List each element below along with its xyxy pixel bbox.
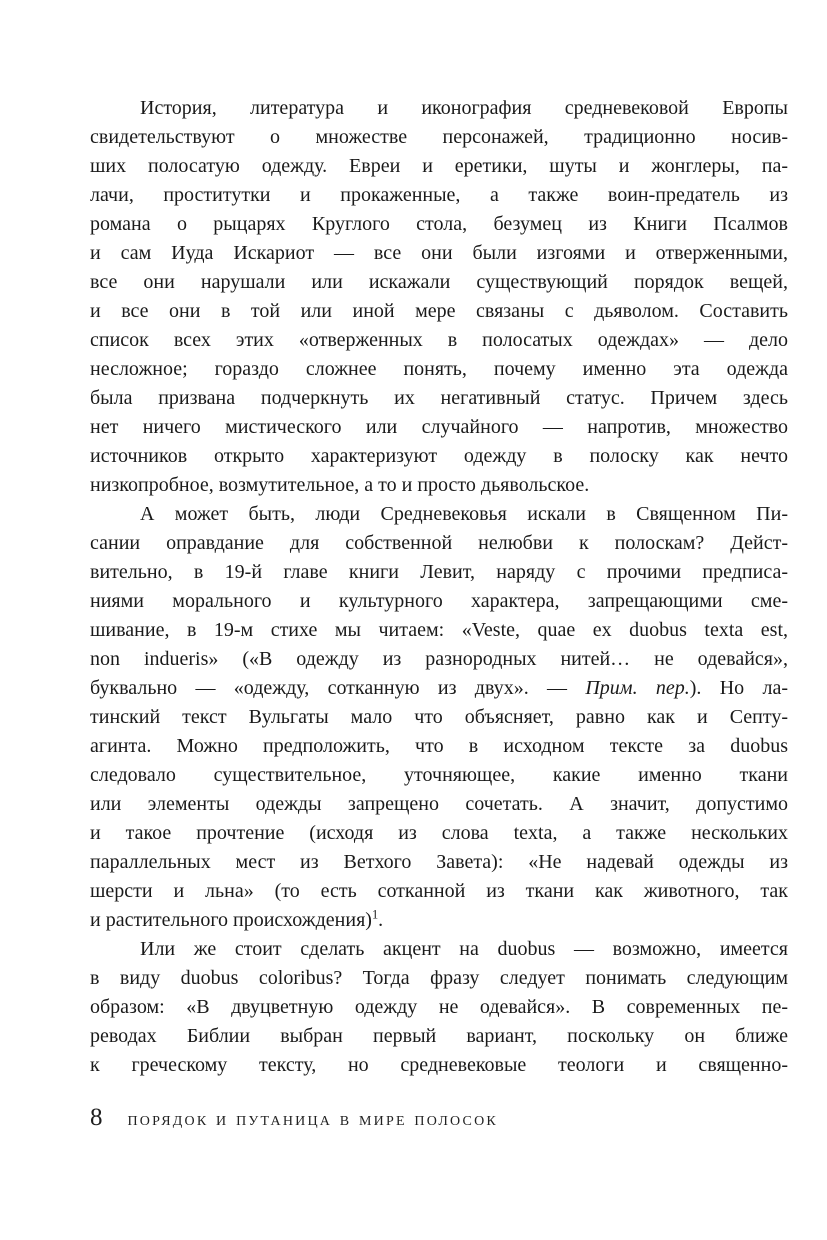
footnote-marker: 1 xyxy=(371,907,379,922)
text-line: все они нарушали или искажали существующий порядок вещей, xyxy=(90,271,788,293)
line-segment: ). Но ла- xyxy=(689,677,788,699)
text-line: А может быть, люди Средневековья искали в Священном Пи- xyxy=(140,503,788,525)
text-line: ших полосатую одежду. Евреи и еретики, шуты и жонглеры, па- xyxy=(90,155,788,177)
text-line: свидетельствуют о множестве персонажей, традиционно носив- xyxy=(90,126,788,148)
text-line: к греческому тексту, но средневековые теологи и священно- xyxy=(90,1054,788,1076)
text-line: в виду duobus coloribus? Тогда фразу следует понимать следующим xyxy=(90,967,788,989)
text-line xyxy=(90,906,788,935)
line-segment: и растительного происхождения) xyxy=(90,909,372,931)
text-line: шерсти и льна» (то есть сотканной из ткани как животного, так xyxy=(90,880,788,902)
text-line: и сам Иуда Искариот — все они были изгоями и отверженными, xyxy=(90,242,788,264)
running-title: ПОРЯДОК И ПУТАНИЦА В МИРЕ ПОЛОСОК xyxy=(127,1114,498,1129)
text-line: агинта. Можно предположить, что в исходном тексте за duobus xyxy=(90,735,788,757)
page-number: 8 xyxy=(90,1104,103,1131)
translator-note: Прим. пер. xyxy=(585,677,690,699)
text-line: была призвана подчеркнуть их негативный статус. Причем здесь xyxy=(90,387,788,409)
page-text xyxy=(90,94,788,1080)
text-line: сании оправдание для собственной нелюбви к полоскам? Дейст- xyxy=(90,532,788,554)
text-line: вительно, в 19-й главе книги Левит, наряду с прочими предписа- xyxy=(90,561,788,583)
text-line: или элементы одежды запрещено сочетать. А значит, допустимо xyxy=(90,793,788,815)
text-line: романа о рыцарях Круглого стола, безумец из Книги Псалмов xyxy=(90,213,788,235)
text-line: ниями морального и культурного характера, запрещающими сме- xyxy=(90,590,788,612)
text-line: шивание, в 19-м стихе мы читаем: «Veste, quae ex duobus texta est, xyxy=(90,619,788,641)
text-line: лачи, проститутки и прокаженные, а также воин-предатель из xyxy=(90,184,788,206)
text-line: образом: «В двуцветную одежду не одевайся». В современных пе- xyxy=(90,996,788,1018)
page-footer xyxy=(90,1104,498,1132)
paragraph-3 xyxy=(90,935,788,1080)
line-segment: буквально — «одежду, сотканную из двух». — xyxy=(90,677,586,699)
text-line: источников открыто характеризуют одежду в полоску как нечто xyxy=(90,445,788,467)
paragraph-2 xyxy=(90,500,788,935)
text-line: реводах Библии выбран первый вариант, поскольку он ближе xyxy=(90,1025,788,1047)
text-line xyxy=(90,674,788,703)
text-line: низкопробное, возмутительное, а то и просто дьявольское. xyxy=(90,474,590,496)
text-line: следовало существительное, уточняющее, какие именно ткани xyxy=(90,764,788,786)
text-line: Или же стоит сделать акцент на duobus — возможно, имеется xyxy=(140,938,788,960)
text-line: тинский текст Вульгаты мало что объясняет, равно как и Септу- xyxy=(90,706,788,728)
line-segment: . xyxy=(378,909,384,931)
text-line: История, литература и иконография средневековой Европы xyxy=(140,97,788,119)
text-line: non indueris» («В одежду из разнородных нитей… не одевайся», xyxy=(90,648,788,670)
text-line: список всех этих «отверженных в полосатых одеждах» — дело xyxy=(90,329,788,351)
text-line: параллельных мест из Ветхого Завета): «Не надевай одежды из xyxy=(90,851,788,873)
text-line: несложное; гораздо сложнее понять, почему именно эта одежда xyxy=(90,358,788,380)
text-line: и все они в той или иной мере связаны с дьяволом. Составить xyxy=(90,300,788,322)
text-line: нет ничего мистического или случайного — напротив, множество xyxy=(90,416,788,438)
paragraph-1 xyxy=(90,94,788,500)
text-line: и такое прочтение (исходя из слова texta, а также нескольких xyxy=(90,822,788,844)
